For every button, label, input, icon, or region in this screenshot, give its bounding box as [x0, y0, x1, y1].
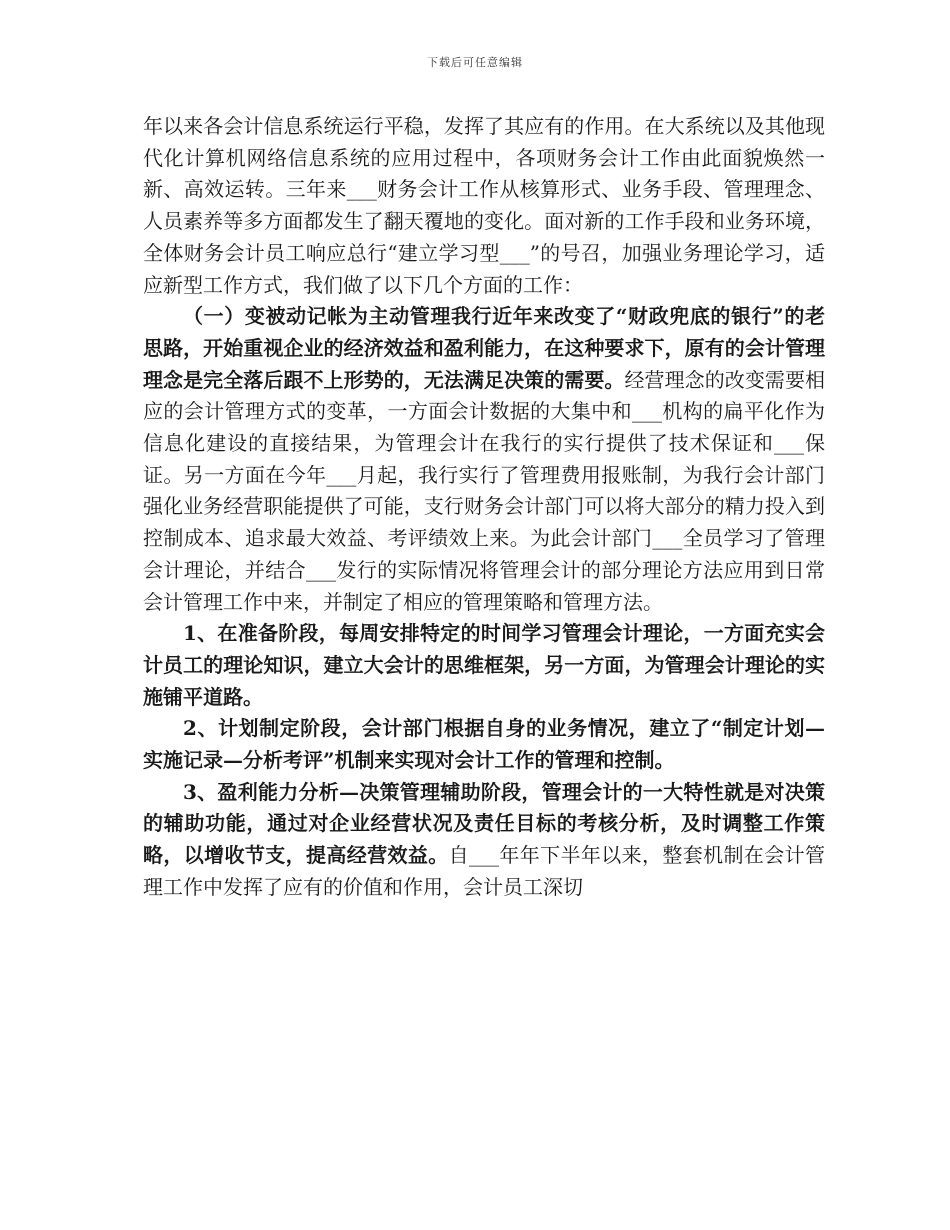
section-one-heading: （一）变被动记帐为主动管理我行近年来改变了“财政兜底的银行”的老思路，开始重视企业的经济效益和盈利能力，在这种要求下，原有的会计管理理念是完全落后跟不上形势的，无法满足决策的需要。 — [143, 304, 825, 392]
item-three-text: 自___年年下半年以来，整套机制在会计管理工作中发挥了应有的价值和作用，会计员工深切 — [143, 843, 825, 899]
page-header-note: 下载后可任意编辑 — [427, 56, 523, 69]
section-one-text: 经营理念的改变需要相应的会计管理方式的变革，一方面会计数据的大集中和___机构的扁平化作为信息化建设的直接结果，为管理会计在我行的实行提供了技术保证和___保证。另一方面在今年___月起，我行实行了管理费用报账制，为我行会计部门强化业务经营职能提供了可能，支行财务会计部门可以将大部分的精力投入到控制成本、追求最大效益、考评绩效上来。为此会计部门___全员学习了管理会计理论，并结合___发行的实际情况将管理会计的部分理论方法应用到日常会计管理工作中来，并制定了相应的管理策略和管理方法。 — [143, 367, 826, 614]
paragraph-item-two: 2、计划制定阶段，会计部门根据自身的业务情况，建立了“制定计划—实施记录—分析考评”机制来实现对会计工作的管理和控制。 — [143, 716, 825, 773]
paragraph-intro: 年以来各会计信息系统运行平稳，发挥了其应有的作用。在大系统以及其他现代化计算机网络信息系统的应用过程中，各项财务会计工作由此面貌焕然一新、高效运转。三年来___财务会计工作从核算形式、业务手段、管理理念、人员素养等多方面都发生了翻天覆地的变化。面对新的工作手段和业务环境，全体财务会计员工响应总行“建立学习型___”的号召，加强业务理论学习，适应新型工作方式，我们做了以下几个方面的工作： — [143, 114, 825, 297]
paragraph-section-one — [143, 301, 825, 618]
item-three-heading: 3、盈利能力分析—决策管理辅助阶段，管理会计的一大特性就是对决策的辅助功能，通过对企业经营状况及责任目标的考核分析，及时调整工作策略，以增收节支，提高经营效益。 — [143, 779, 825, 868]
document-body — [143, 111, 825, 904]
paragraph-item-three — [143, 777, 825, 904]
paragraph-item-one: 1、在准备阶段，每周安排特定的时间学习管理会计理论，一方面充实会计员工的理论知识，建立大会计的思维框架，另一方面，为管理会计理论的实施铺平道路。 — [143, 621, 825, 709]
